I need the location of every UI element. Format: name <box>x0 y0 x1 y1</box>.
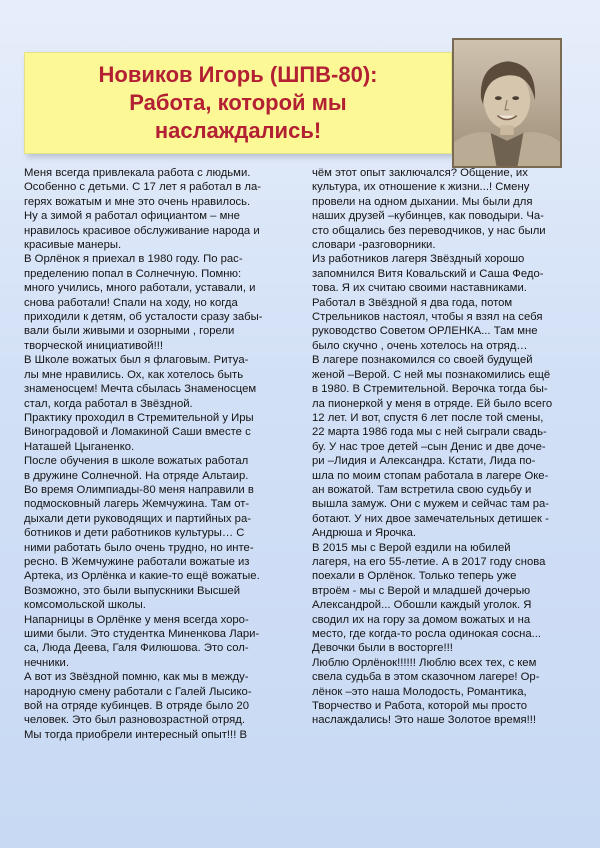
text-line: герях вожатым и мне это очень нравилось. <box>24 195 251 208</box>
text-line: В 2015 мы с Верой ездили на юбилей <box>312 541 511 554</box>
text-line: место, где когда-то росла одинокая сосна... <box>312 628 542 640</box>
text-line: творческой инициативой!!! <box>24 339 164 352</box>
text-line: вой на отряде кубинцев. В отряде было 20 <box>24 700 249 713</box>
text-line: В Орлёнок я приехал в 1980 году. По рас- <box>24 253 243 266</box>
title-banner <box>24 52 452 154</box>
text-line: подмосковный лагерь Жемчужина. Там от- <box>24 498 250 511</box>
portrait-image <box>454 40 560 166</box>
text-line: Работал в Звёздной я два года, потом <box>312 296 513 309</box>
title-line: Новиков Игорь (ШПВ-80): <box>98 62 378 87</box>
text-line: После обучения в школе вожатых работал <box>24 455 249 468</box>
text-line: Во время Олимпиады-80 меня направили в <box>24 483 254 496</box>
text-line: Стрельников настоял, чтобы я взял на себя <box>312 311 543 324</box>
text-line: в дружине Солнечной. На отряде Альтаир. <box>24 469 249 482</box>
text-line: В лагере познакомился со своей будущей <box>312 354 533 367</box>
text-line: шими были. Это студентка Миненкова Лари- <box>24 628 260 640</box>
text-line: Мы тогда приобрели интересный опыт!!! В <box>24 728 248 741</box>
text-line: лы мне нравились. Ох, как хотелось быть <box>24 368 244 381</box>
text-line: провели на одном дыхании. Мы были для <box>312 195 533 208</box>
text-line: сводил их на гору за домом вожатых и на <box>312 613 531 626</box>
text-line: Практику проходил в Стремительной у Иры <box>24 411 254 424</box>
text-line: Особенно с детьми. С 17 лет я работал в ла- <box>24 181 262 194</box>
text-line: было скучно , очень хотелось на отряд… <box>312 339 528 352</box>
text-line: ла пионеркой у меня в отряде. Ей было всего <box>312 397 553 410</box>
text-line: 12 лет. И вот, спустя 6 лет после той смены, <box>312 411 544 424</box>
text-line: шла по моим стопам работала в лагере Оке- <box>312 469 549 482</box>
text-line: народную смену работали с Галей Лысико- <box>24 685 252 698</box>
text-line: поехали в Орлёнок. Только теперь уже <box>312 570 517 583</box>
left-text-column <box>24 166 302 742</box>
text-line: бу. У нас трое детей –сын Денис и две доче- <box>312 440 546 453</box>
text-line: Люблю Орлёнок!!!!!! Люблю всех тех, с кем <box>312 656 537 669</box>
text-line: Девочки были в восторге!!! <box>312 642 453 655</box>
text-line: много учились, много работали, уставали, и <box>24 282 256 295</box>
text-line: Меня всегда привлекала работа с людьми. <box>24 167 251 179</box>
text-line: лагеря, на его 55-летие. А в 2017 году снова <box>312 555 546 568</box>
text-line: свела судьба в этом сказочном лагере! Ор- <box>312 671 540 684</box>
text-line: вали были живыми и озорными , горели <box>24 325 235 338</box>
text-line: Возможно, это были выпускники Высшей <box>24 584 241 597</box>
text-line: в 1980. В Стремительной. Верочка тогда бы- <box>312 383 548 396</box>
text-line: ри –Лидия и Александра. Кстати, Лида по- <box>312 455 536 468</box>
title-line: наслаждались! <box>154 118 322 143</box>
text-line: чём этот опыт заключался? Общение, их <box>312 167 528 179</box>
text-line: лёнок –это наша Молодость, Романтика, <box>312 685 527 698</box>
text-line: са, Люда Деева, Галя Филюшова. Это сол- <box>24 642 249 655</box>
text-line: Из работников лагеря Звёздный хорошо <box>312 253 525 266</box>
text-line: ресно. В Жемчужине работали вожатые из <box>24 555 250 568</box>
text-line: ними работать было очень трудно, но инте- <box>24 541 254 554</box>
text-line: вышла замуж. Они с мужем и сейчас там ра- <box>312 498 550 511</box>
text-line: Ну а зимой я работал официантом – мне <box>24 210 240 223</box>
text-line: запомнился Витя Ковальский и Саша Федо- <box>312 267 544 280</box>
text-line: сто общались без переводчиков, у нас были <box>312 224 546 237</box>
text-line: втроём - мы с Верой и младшей дочерью <box>312 584 531 597</box>
text-line: А вот из Звёздной помню, как мы в между- <box>24 671 249 684</box>
text-line: Андрюша и Ярочка. <box>312 527 417 540</box>
text-line: человек. Это был разновозрастной отряд. <box>24 714 246 727</box>
text-line: ботников и дети работников культуры… С <box>24 527 245 540</box>
text-line: Напарницы в Орлёнке у меня всегда хоро- <box>24 613 249 626</box>
text-line: 22 марта 1986 года мы с ней сыграли свадь- <box>312 426 547 439</box>
text-line: наших друзей –кубинцев, как поводыри. Ча- <box>312 210 544 223</box>
right-text-column <box>312 166 570 728</box>
text-line: ботают. У них двое замечательных детишек - <box>312 512 549 525</box>
text-line: знаменосцем! Мечта сбылась Знаменосцем <box>24 383 257 396</box>
text-line: Творчество и Работа, которой мы просто <box>312 700 528 713</box>
text-line: комсомольской школы. <box>24 599 146 612</box>
text-line: наслаждались! Это наше Золотое время!!! <box>312 714 537 727</box>
title-line: Работа, которой мы <box>129 90 347 115</box>
article-title <box>25 61 451 145</box>
text-line: Артека, из Орлёнка и какие-то ещё вожатые. <box>24 570 260 583</box>
text-line: Александрой... Обошли каждый уголок. Я <box>312 599 532 612</box>
text-line: нравилось красивое обслуживание народа и <box>24 224 260 237</box>
text-line: приходили к детям, об усталости сразу забы- <box>24 311 263 324</box>
portrait-photo <box>452 38 562 168</box>
text-line: словари -разговорники. <box>312 239 436 252</box>
text-line: снова работали! Спали на ходу, но когда <box>24 296 238 309</box>
text-line: стал, когда работал в Звёздной. <box>24 397 193 410</box>
text-line: культура, их отношение к жизни...! Смену <box>312 181 530 194</box>
text-line: това. Я их считаю своими наставниками. <box>312 282 527 295</box>
text-line: нечники. <box>24 656 69 669</box>
text-line: руководство Советом ОРЛЕНКА... Там мне <box>312 325 538 338</box>
text-line: пределению попал в Солнечную. Помню: <box>24 267 242 280</box>
text-line: ан вожатой. Там встретила свою судьбу и <box>312 483 532 496</box>
text-line: Наташей Цыганенко. <box>24 440 135 453</box>
text-line: Виноградовой и Ломакиной Саши вместе с <box>24 426 251 439</box>
text-line: дыхали дети руководящих и партийных ра- <box>24 512 251 525</box>
text-line: В Школе вожатых был я флаговым. Ритуа- <box>24 354 249 367</box>
text-line: женой –Верой. С ней мы познакомились ещё <box>312 368 551 381</box>
text-line: красивые манеры. <box>24 239 122 252</box>
